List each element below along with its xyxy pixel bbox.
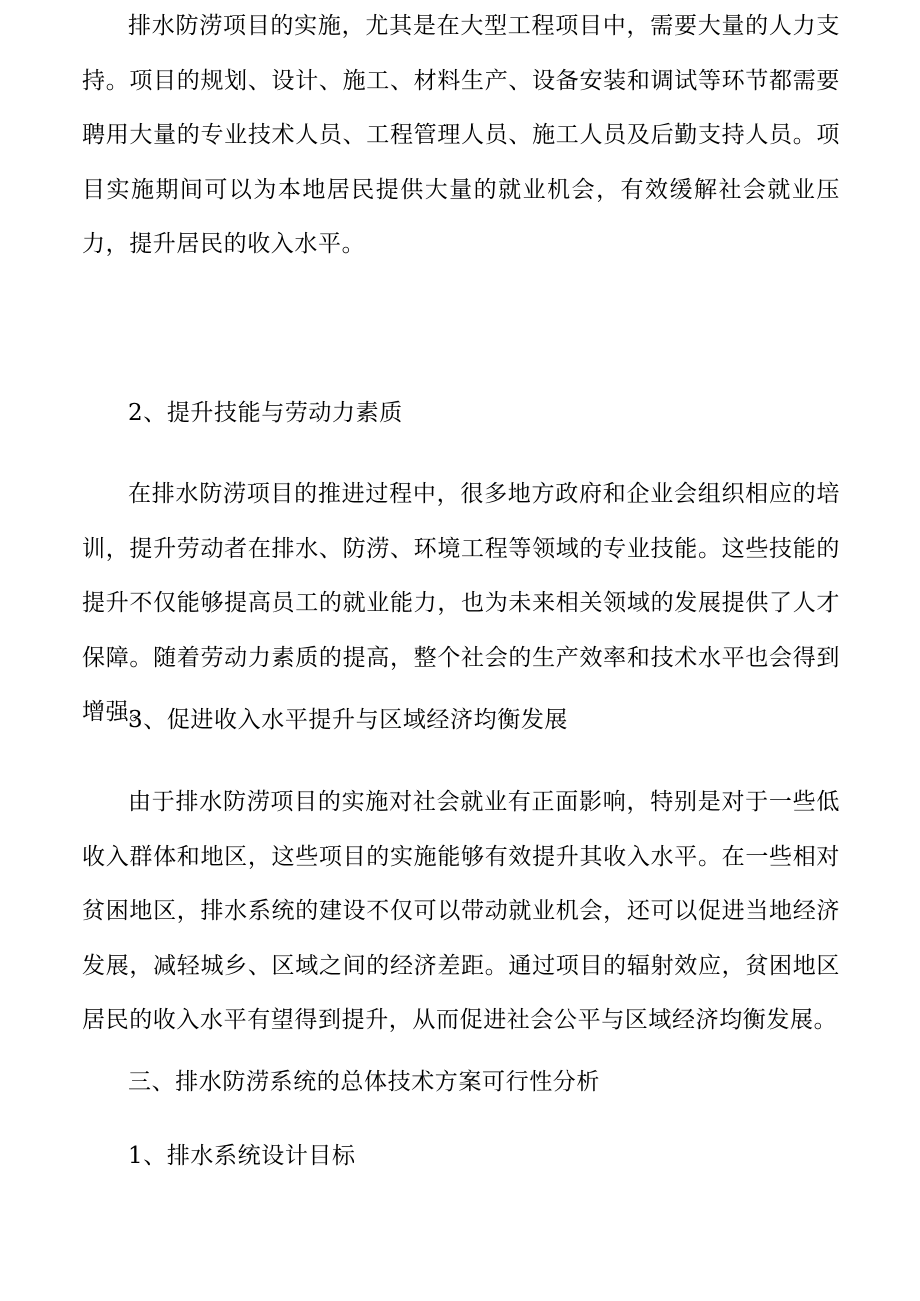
paragraph-skills-training: 在排水防涝项目的推进过程中，很多地方政府和企业会组织相应的培训，提升劳动者在排水、防涝、环境工程等领域的专业技能。这些技能的提升不仅能够提高员工的就业能力，也为未来相关领域的发展提供了人才保障。随着劳动力素质的提高，整个社会的生产效率和技术水平也会得到增强。 [82, 481, 840, 725]
heading-technical-feasibility: 三、排水防涝系统的总体技术方案可行性分析 [128, 1069, 600, 1095]
heading-skills-labor-quality: 2、提升技能与劳动力素质 [128, 400, 403, 426]
heading-drainage-design-goals: 1、排水系统设计目标 [128, 1143, 356, 1169]
paragraph-employment-opportunities: 排水防涝项目的实施，尤其是在大型工程项目中，需要大量的人力支持。项目的规划、设计、施工、材料生产、设备安装和调试等环节都需要聘用大量的专业技术人员、工程管理人员、施工人员及后勤支持人员。项目实施期间可以为本地居民提供大量的就业机会，有效缓解社会就业压力，提升居民的收入水平。 [82, 13, 840, 257]
paragraph-income-improvement: 由于排水防涝项目的实施对社会就业有正面影响，特别是对于一些低收入群体和地区，这些项目的实施能够有效提升其收入水平。在一些相对贫困地区，排水系统的建设不仅可以带动就业机会，还可以促进当地经济发展，减轻城乡、区域之间的经济差距。通过项目的辐射效应，贫困地区居民的收入水平有望得到提升，从而促进社会公平与区域经济均衡发展。 [82, 789, 840, 1033]
heading-income-regional-balance: 3、促进收入水平提升与区域经济均衡发展 [128, 707, 569, 733]
